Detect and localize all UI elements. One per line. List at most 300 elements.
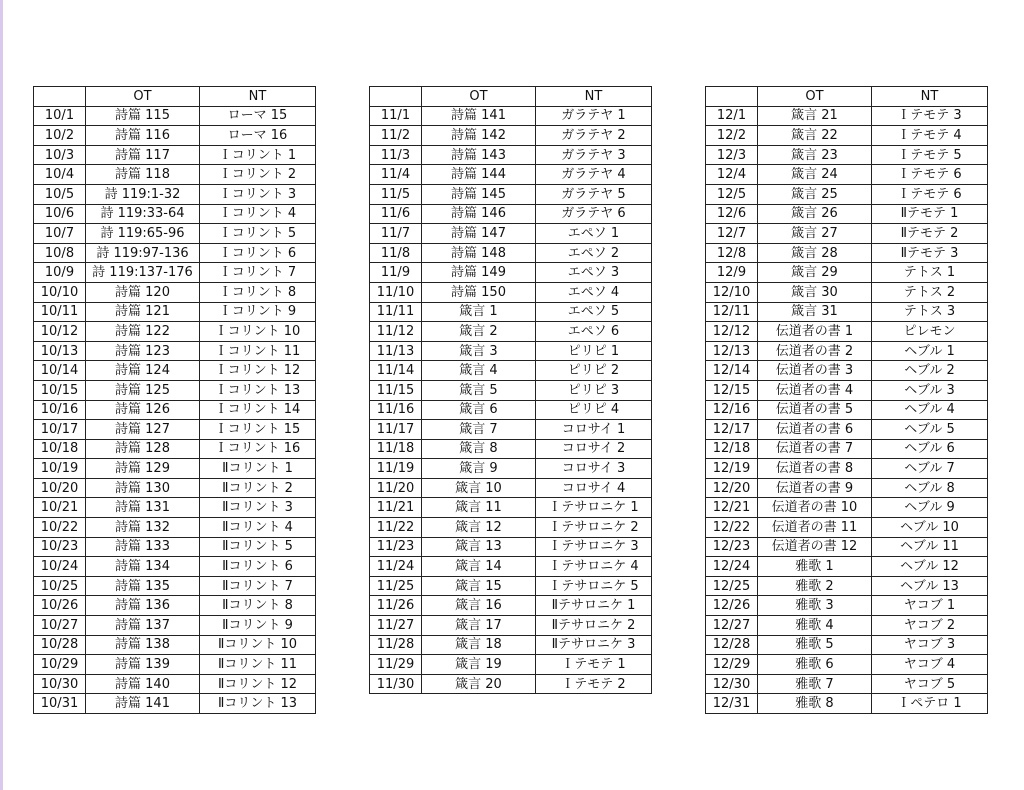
ot-reading: 詩篇 126 [86,400,200,420]
reading-date: 12/1 [706,106,758,126]
ot-reading: 伝道者の書 11 [758,518,872,538]
reading-date: 12/28 [706,635,758,655]
ot-reading: 箴言 24 [758,165,872,185]
nt-reading: Ｉコリント 15 [200,420,316,440]
table-row [34,459,316,479]
nt-reading: ヘブル 1 [872,341,988,361]
reading-date: 10/17 [34,420,86,440]
header-date [34,87,86,107]
ot-reading: 雅歌 4 [758,616,872,636]
table-row [34,400,316,420]
header-nt: NT [872,87,988,107]
table-row [370,478,652,498]
reading-date: 10/30 [34,674,86,694]
nt-reading: ガラテヤ 3 [536,145,652,165]
reading-date: 10/14 [34,361,86,381]
table-row [34,420,316,440]
table-row [34,126,316,146]
reading-date: 11/19 [370,459,422,479]
ot-reading: 詩篇 128 [86,439,200,459]
reading-date: 10/27 [34,616,86,636]
nt-reading: エペソ 2 [536,243,652,263]
reading-date: 10/2 [34,126,86,146]
ot-reading: 詩篇 133 [86,537,200,557]
ot-reading: 詩篇 117 [86,145,200,165]
table-row [370,420,652,440]
table-row [706,106,988,126]
nt-reading: ヘブル 3 [872,380,988,400]
header-date [706,87,758,107]
ot-reading: 箴言 29 [758,263,872,283]
nt-reading: Ｉコリント 8 [200,282,316,302]
ot-reading: 詩篇 143 [422,145,536,165]
nt-reading: ヤコブ 4 [872,655,988,675]
ot-reading: 箴言 22 [758,126,872,146]
ot-reading: 詩篇 118 [86,165,200,185]
table-row [370,635,652,655]
reading-date: 10/11 [34,302,86,322]
nt-reading: ガラテヤ 5 [536,184,652,204]
nt-reading: Ⅱテモテ 2 [872,224,988,244]
nt-reading: コロサイ 3 [536,459,652,479]
ot-reading: 雅歌 7 [758,674,872,694]
ot-reading: 詩篇 116 [86,126,200,146]
table-row [370,341,652,361]
ot-reading: 詩篇 131 [86,498,200,518]
nt-reading: ヘブル 12 [872,557,988,577]
ot-reading: 詩 119:65-96 [86,224,200,244]
ot-reading: 詩篇 147 [422,224,536,244]
table-row [706,302,988,322]
ot-reading: 雅歌 5 [758,635,872,655]
header-nt: NT [200,87,316,107]
table-row [370,596,652,616]
reading-date: 12/21 [706,498,758,518]
nt-reading: ヘブル 9 [872,498,988,518]
nt-reading: ピリピ 2 [536,361,652,381]
ot-reading: 伝道者の書 7 [758,439,872,459]
ot-reading: 箴言 19 [422,655,536,675]
reading-date: 12/6 [706,204,758,224]
reading-date: 10/5 [34,184,86,204]
table-row [370,674,652,694]
nt-reading: ローマ 16 [200,126,316,146]
ot-reading: 詩篇 135 [86,576,200,596]
reading-date: 10/16 [34,400,86,420]
ot-reading: 箴言 21 [758,106,872,126]
reading-date: 11/26 [370,596,422,616]
reading-date: 10/28 [34,635,86,655]
nt-reading: エペソ 1 [536,224,652,244]
reading-date: 10/29 [34,655,86,675]
table-row [34,635,316,655]
reading-date: 10/19 [34,459,86,479]
reading-date: 11/12 [370,322,422,342]
ot-reading: 詩篇 145 [422,184,536,204]
reading-date: 11/27 [370,616,422,636]
reading-date: 11/2 [370,126,422,146]
ot-reading: 詩篇 144 [422,165,536,185]
nt-reading: エペソ 6 [536,322,652,342]
ot-reading: 伝道者の書 10 [758,498,872,518]
nt-reading: ヤコブ 5 [872,674,988,694]
ot-reading: 伝道者の書 6 [758,420,872,440]
ot-reading: 箴言 16 [422,596,536,616]
header-row [370,87,652,107]
table-row [370,282,652,302]
table-row [706,576,988,596]
ot-reading: 雅歌 1 [758,557,872,577]
table-row [34,145,316,165]
nt-reading: Ⅱテサロニケ 3 [536,635,652,655]
ot-reading: 箴言 13 [422,537,536,557]
table-row [34,341,316,361]
table-row [370,557,652,577]
reading-date: 12/19 [706,459,758,479]
reading-date: 10/10 [34,282,86,302]
nt-reading: コロサイ 1 [536,420,652,440]
nt-reading: Ⅱコリント 12 [200,674,316,694]
reading-date: 10/8 [34,243,86,263]
header-ot: OT [86,87,200,107]
reading-date: 11/23 [370,537,422,557]
table-row [706,204,988,224]
nt-reading: Ｉコリント 10 [200,322,316,342]
reading-date: 12/24 [706,557,758,577]
nt-reading: Ｉテサロニケ 4 [536,557,652,577]
table-row [706,126,988,146]
reading-date: 11/30 [370,674,422,694]
table-row [706,243,988,263]
table-row [370,380,652,400]
ot-reading: 詩篇 137 [86,616,200,636]
reading-date: 10/15 [34,380,86,400]
nt-reading: Ｉコリント 1 [200,145,316,165]
ot-reading: 詩篇 120 [86,282,200,302]
ot-reading: 詩篇 125 [86,380,200,400]
reading-date: 11/3 [370,145,422,165]
table-row [706,518,988,538]
reading-date: 10/9 [34,263,86,283]
ot-reading: 箴言 14 [422,557,536,577]
table-row [370,361,652,381]
reading-date: 11/17 [370,420,422,440]
nt-reading: Ｉコリント 9 [200,302,316,322]
ot-reading: 箴言 4 [422,361,536,381]
nt-reading: ヘブル 7 [872,459,988,479]
nt-reading: Ⅱコリント 13 [200,694,316,714]
nt-reading: Ⅱコリント 5 [200,537,316,557]
ot-reading: 箴言 26 [758,204,872,224]
table-row [706,655,988,675]
table-row [34,616,316,636]
table-row [34,361,316,381]
nt-reading: Ⅱコリント 7 [200,576,316,596]
nt-reading: Ｉテサロニケ 2 [536,518,652,538]
table-row [370,302,652,322]
reading-date: 11/1 [370,106,422,126]
reading-date: 12/18 [706,439,758,459]
table-row [370,400,652,420]
nt-reading: テトス 3 [872,302,988,322]
ot-reading: 箴言 20 [422,674,536,694]
table-row [34,576,316,596]
ot-reading: 詩篇 146 [422,204,536,224]
reading-date: 11/16 [370,400,422,420]
reading-date: 10/31 [34,694,86,714]
reading-date: 11/8 [370,243,422,263]
nt-reading: ガラテヤ 4 [536,165,652,185]
ot-reading: 箴言 30 [758,282,872,302]
nt-reading: Ⅱテモテ 1 [872,204,988,224]
reading-date: 10/13 [34,341,86,361]
reading-date: 12/8 [706,243,758,263]
ot-reading: 箴言 3 [422,341,536,361]
reading-date: 11/29 [370,655,422,675]
nt-reading: Ｉテモテ 6 [872,165,988,185]
page-edge [0,0,3,790]
ot-reading: 箴言 25 [758,184,872,204]
reading-date: 10/25 [34,576,86,596]
november-table [369,86,652,694]
ot-reading: 伝道者の書 8 [758,459,872,479]
table-row [370,106,652,126]
ot-reading: 詩篇 129 [86,459,200,479]
table-row [34,302,316,322]
reading-date: 11/24 [370,557,422,577]
ot-reading: 伝道者の書 12 [758,537,872,557]
reading-date: 12/26 [706,596,758,616]
nt-reading: ヘブル 6 [872,439,988,459]
table-row [706,537,988,557]
table-row [706,184,988,204]
reading-date: 11/28 [370,635,422,655]
nt-reading: Ⅱコリント 2 [200,478,316,498]
table-row [34,380,316,400]
reading-date: 12/17 [706,420,758,440]
table-row [706,165,988,185]
table-row [34,655,316,675]
ot-reading: 詩篇 136 [86,596,200,616]
reading-date: 12/2 [706,126,758,146]
nt-reading: ヘブル 5 [872,420,988,440]
reading-date: 12/23 [706,537,758,557]
ot-reading: 詩篇 138 [86,635,200,655]
ot-reading: 詩篇 148 [422,243,536,263]
nt-reading: Ⅱテモテ 3 [872,243,988,263]
table-row [706,616,988,636]
table-row [706,439,988,459]
ot-reading: 詩篇 140 [86,674,200,694]
ot-reading: 箴言 9 [422,459,536,479]
nt-reading: Ｉコリント 14 [200,400,316,420]
reading-date: 12/10 [706,282,758,302]
nt-reading: ガラテヤ 6 [536,204,652,224]
table-row [34,498,316,518]
reading-date: 11/15 [370,380,422,400]
table-row [34,518,316,538]
nt-reading: ヘブル 2 [872,361,988,381]
nt-reading: Ｉコリント 16 [200,439,316,459]
table-row [370,322,652,342]
reading-date: 11/4 [370,165,422,185]
nt-reading: Ｉテモテ 2 [536,674,652,694]
nt-reading: ヤコブ 2 [872,616,988,636]
ot-reading: 箴言 10 [422,478,536,498]
table-row [370,616,652,636]
reading-date: 12/5 [706,184,758,204]
ot-reading: 詩篇 132 [86,518,200,538]
reading-date: 12/11 [706,302,758,322]
ot-reading: 詩篇 141 [86,694,200,714]
nt-reading: Ⅱコリント 3 [200,498,316,518]
table-row [34,165,316,185]
table-row [34,557,316,577]
reading-date: 11/9 [370,263,422,283]
nt-reading: Ⅱテサロニケ 2 [536,616,652,636]
reading-date: 10/3 [34,145,86,165]
reading-date: 11/22 [370,518,422,538]
table-row [34,478,316,498]
reading-date: 11/20 [370,478,422,498]
reading-date: 12/29 [706,655,758,675]
ot-reading: 詩篇 127 [86,420,200,440]
table-row [706,361,988,381]
reading-date: 10/1 [34,106,86,126]
nt-reading: Ｉテモテ 4 [872,126,988,146]
nt-reading: コロサイ 2 [536,439,652,459]
nt-reading: Ⅱコリント 11 [200,655,316,675]
nt-reading: Ｉテモテ 6 [872,184,988,204]
reading-date: 10/26 [34,596,86,616]
table-row [706,224,988,244]
reading-date: 10/22 [34,518,86,538]
nt-reading: ガラテヤ 2 [536,126,652,146]
ot-reading: 詩篇 149 [422,263,536,283]
reading-date: 12/16 [706,400,758,420]
ot-reading: 箴言 17 [422,616,536,636]
nt-reading: Ｉコリント 11 [200,341,316,361]
table-row [34,674,316,694]
nt-reading: ピリピ 1 [536,341,652,361]
october-table [33,86,316,714]
reading-date: 11/13 [370,341,422,361]
ot-reading: 箴言 31 [758,302,872,322]
reading-date: 12/14 [706,361,758,381]
reading-date: 12/30 [706,674,758,694]
table-row [706,380,988,400]
nt-reading: Ⅱコリント 10 [200,635,316,655]
table-row [706,400,988,420]
nt-reading: ピリピ 4 [536,400,652,420]
nt-reading: ヤコブ 1 [872,596,988,616]
ot-reading: 雅歌 6 [758,655,872,675]
ot-reading: 詩篇 130 [86,478,200,498]
ot-reading: 詩篇 123 [86,341,200,361]
table-row [370,655,652,675]
nt-reading: テトス 2 [872,282,988,302]
ot-reading: 箴言 27 [758,224,872,244]
reading-date: 10/18 [34,439,86,459]
ot-reading: 詩篇 142 [422,126,536,146]
table-row [34,106,316,126]
ot-reading: 詩 119:137-176 [86,263,200,283]
table-row [706,694,988,714]
ot-reading: 詩 119:1-32 [86,184,200,204]
nt-reading: Ⅱテサロニケ 1 [536,596,652,616]
table-row [370,459,652,479]
ot-reading: 雅歌 2 [758,576,872,596]
reading-date: 10/20 [34,478,86,498]
reading-date: 12/25 [706,576,758,596]
table-row [370,243,652,263]
header-ot: OT [758,87,872,107]
table-row [34,694,316,714]
table-row [706,557,988,577]
reading-date: 12/13 [706,341,758,361]
nt-reading: Ⅱコリント 8 [200,596,316,616]
reading-date: 12/3 [706,145,758,165]
nt-reading: Ｉコリント 4 [200,204,316,224]
ot-reading: 箴言 8 [422,439,536,459]
reading-date: 11/7 [370,224,422,244]
table-row [34,224,316,244]
reading-date: 12/7 [706,224,758,244]
nt-reading: Ⅱコリント 6 [200,557,316,577]
reading-date: 12/31 [706,694,758,714]
reading-date: 11/14 [370,361,422,381]
header-nt: NT [536,87,652,107]
table-row [706,341,988,361]
nt-reading: ヤコブ 3 [872,635,988,655]
table-row [370,165,652,185]
ot-reading: 詩篇 115 [86,106,200,126]
table-row [370,263,652,283]
reading-date: 10/21 [34,498,86,518]
table-row [370,439,652,459]
reading-date: 11/11 [370,302,422,322]
ot-reading: 伝道者の書 1 [758,322,872,342]
ot-reading: 雅歌 3 [758,596,872,616]
table-row [370,576,652,596]
nt-reading: ピリピ 3 [536,380,652,400]
ot-reading: 箴言 18 [422,635,536,655]
reading-date: 12/12 [706,322,758,342]
nt-reading: Ｉコリント 12 [200,361,316,381]
reading-date: 12/27 [706,616,758,636]
nt-reading: Ｉコリント 3 [200,184,316,204]
nt-reading: ピレモン [872,322,988,342]
reading-date: 10/12 [34,322,86,342]
table-row [706,635,988,655]
ot-reading: 詩篇 150 [422,282,536,302]
reading-date: 10/7 [34,224,86,244]
header-ot: OT [422,87,536,107]
table-row [34,282,316,302]
nt-reading: Ｉテモテ 3 [872,106,988,126]
ot-reading: 箴言 1 [422,302,536,322]
reading-date: 12/15 [706,380,758,400]
nt-reading: Ｉテサロニケ 5 [536,576,652,596]
ot-reading: 箴言 11 [422,498,536,518]
reading-date: 11/18 [370,439,422,459]
ot-reading: 箴言 5 [422,380,536,400]
ot-reading: 伝道者の書 5 [758,400,872,420]
table-row [34,439,316,459]
table-row [370,145,652,165]
table-row [34,537,316,557]
nt-reading: Ｉテサロニケ 1 [536,498,652,518]
